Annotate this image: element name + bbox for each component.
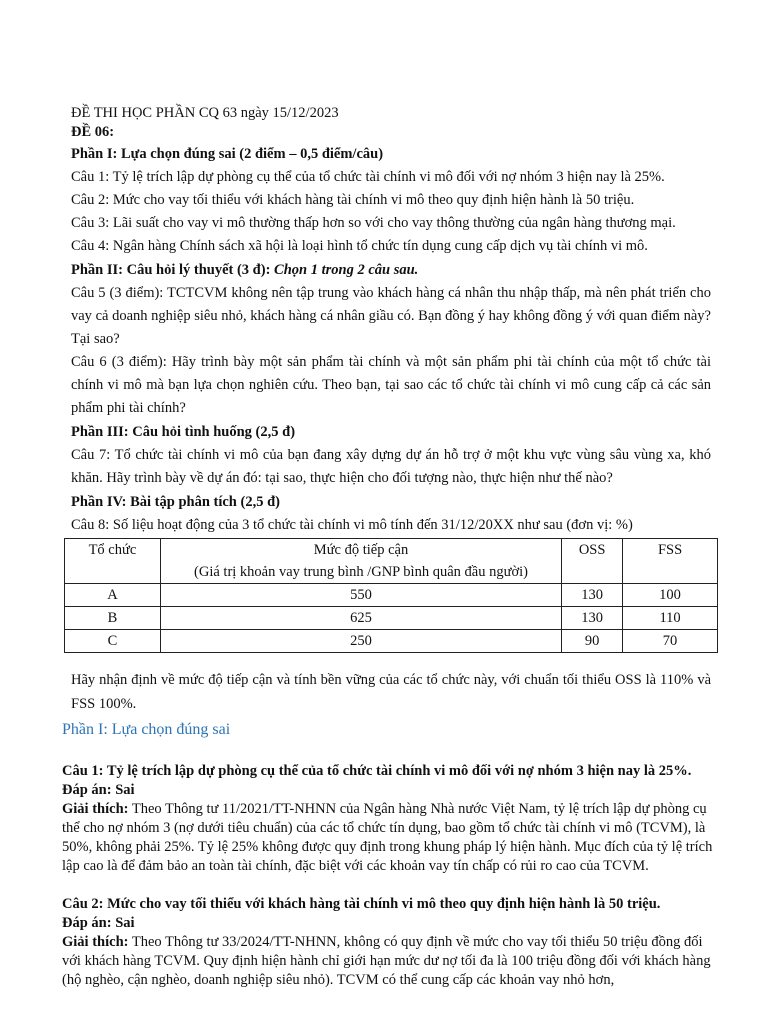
- answer-2-question: Câu 2: Mức cho vay tối thiểu với khách hàng tài chính vi mô theo quy định hiện hành là 50 triệu.: [62, 896, 661, 912]
- question-5: Câu 5 (3 điểm): TCTCVM không nên tập trung vào khách hàng cá nhân thu nhập thấp, mà nên phát triển cho vay cả doanh nghiệp siêu nhỏ, khách hàng cá nhân giầu có. Bạn đồng ý hay không đồng ý với quan điểm này? Tại sao?: [71, 285, 711, 347]
- data-table: [64, 538, 718, 653]
- answer-1-explanation: Giải thích: Theo Thông tư 11/2021/TT-NHNN của Ngân hàng Nhà nước Việt Nam, tỷ lệ trích lập dự phòng cụ thể cho nợ nhóm 3 (nợ dưới tiêu chuẩn) của các tổ chức tín dụng, bao gồm tổ chức tài chính vi mô (TCVM), là 50%, không phải 25%. Tỷ lệ 25% không được quy định trong khung pháp lý hiện hành. Mục đích của tỷ lệ trích lập cao là để đảm bảo an toàn tài chính, đặc biệt với các khoản vay tín chấp có rủi ro cao của TCVM.: [62, 801, 713, 874]
- cell-oss: 130: [562, 607, 623, 630]
- cell-org: A: [65, 584, 161, 607]
- answers-section: [62, 718, 717, 990]
- part2-instruction: Chọn 1 trong 2 câu sau.: [274, 262, 419, 278]
- exam-title: ĐỀ THI HỌC PHẦN CQ 63 ngày 15/12/2023: [71, 105, 339, 121]
- table-note: Hãy nhận định về mức độ tiếp cận và tính bền vững của các tổ chức này, với chuẩn tối thiểu OSS là 110% và FSS 100%.: [71, 671, 711, 712]
- cell-oss: 90: [562, 630, 623, 653]
- cell-fss: 100: [623, 584, 718, 607]
- answer-2-result: Đáp án: Sai: [62, 915, 135, 931]
- cell-org: C: [65, 630, 161, 653]
- cell-fss: 110: [623, 607, 718, 630]
- header-fss: FSS: [623, 539, 718, 584]
- answer-2-explanation: Giải thích: Theo Thông tư 33/2024/TT-NHNN, không có quy định về mức cho vay tối thiểu 50 triệu đồng đối với khách hàng TCVM. Quy định hiện hành chỉ giới hạn mức dư nợ tối đa là 100 triệu đồng đối với khách hàng (hộ nghèo, cận nghèo, doanh nghiệp siêu nhỏ). TCVM có thể cung cấp các khoản vay nhỏ hơn,: [62, 934, 711, 988]
- header-oss: OSS: [562, 539, 623, 584]
- header-access: [160, 539, 561, 584]
- answer-1-result: Đáp án: Sai: [62, 782, 135, 798]
- cell-access: 625: [160, 607, 561, 630]
- question-3: Câu 3: Lãi suất cho vay vi mô thường thấp hơn so với cho vay thông thường của ngân hàng thương mại.: [71, 215, 676, 231]
- exam-code: ĐỀ 06:: [71, 124, 115, 140]
- cell-oss: 130: [562, 584, 623, 607]
- header-org: Tổ chức: [65, 539, 161, 584]
- question-2: Câu 2: Mức cho vay tối thiểu với khách hàng tài chính vi mô theo quy định hiện hành là 50 triệu.: [71, 192, 635, 208]
- table-row: [65, 607, 718, 630]
- question-8: Câu 8: Số liệu hoạt động của 3 tổ chức tài chính vi mô tính đến 31/12/20XX như sau (đơn vị: %): [71, 517, 633, 533]
- header-access-line1: Mức độ tiếp cận: [313, 542, 409, 558]
- answer-1-question: Câu 1: Tỷ lệ trích lập dự phòng cụ thể của tổ chức tài chính vi mô đối với nợ nhóm 3 hiện nay là 25%.: [62, 763, 692, 779]
- table-row: [65, 630, 718, 653]
- answers-heading: Phần I: Lựa chọn đúng sai: [62, 721, 231, 738]
- header-access-line2: (Giá trị khoản vay trung bình /GNP bình quân đầu người): [194, 564, 528, 580]
- table-header-row: [65, 539, 718, 584]
- part2-heading-text: Phần II: Câu hỏi lý thuyết (3 đ):: [71, 262, 275, 278]
- question-6: Câu 6 (3 điểm): Hãy trình bày một sản phẩm tài chính và một sản phẩm phi tài chính của một tổ chức tài chính vi mô mà bạn lựa chọn nghiên cứu. Theo bạn, tại sao các tổ chức tài chính vi mô cung cấp cả các sản phẩm phi tài chính?: [71, 354, 711, 416]
- cell-access: 250: [160, 630, 561, 653]
- question-1: Câu 1: Tỷ lệ trích lập dự phòng cụ thể của tổ chức tài chính vi mô đối với nợ nhóm 3 hiện nay là 25%.: [71, 169, 665, 185]
- cell-org: B: [65, 607, 161, 630]
- spacer: [62, 876, 717, 895]
- question-4: Câu 4: Ngân hàng Chính sách xã hội là loại hình tổ chức tín dụng cung cấp dịch vụ tài chính vi mô.: [71, 238, 648, 254]
- exam-section: [71, 104, 711, 537]
- question-7: Câu 7: Tổ chức tài chính vi mô của bạn đang xây dựng dự án hỗ trợ ở một khu vực vùng sâu vùng xa, khó khăn. Hãy trình bày về dự án đó: tại sao, thực hiện cho đối tượng nào, thực hiện như thế nào?: [71, 447, 711, 486]
- table-row: [65, 584, 718, 607]
- cell-fss: 70: [623, 630, 718, 653]
- part3-heading: Phần III: Câu hỏi tình huống (2,5 đ): [71, 424, 296, 440]
- cell-access: 550: [160, 584, 561, 607]
- part2-heading: [71, 258, 711, 282]
- part4-heading: Phần IV: Bài tập phân tích (2,5 đ): [71, 494, 280, 510]
- part1-heading: Phần I: Lựa chọn đúng sai (2 điểm – 0,5 điểm/câu): [71, 146, 384, 162]
